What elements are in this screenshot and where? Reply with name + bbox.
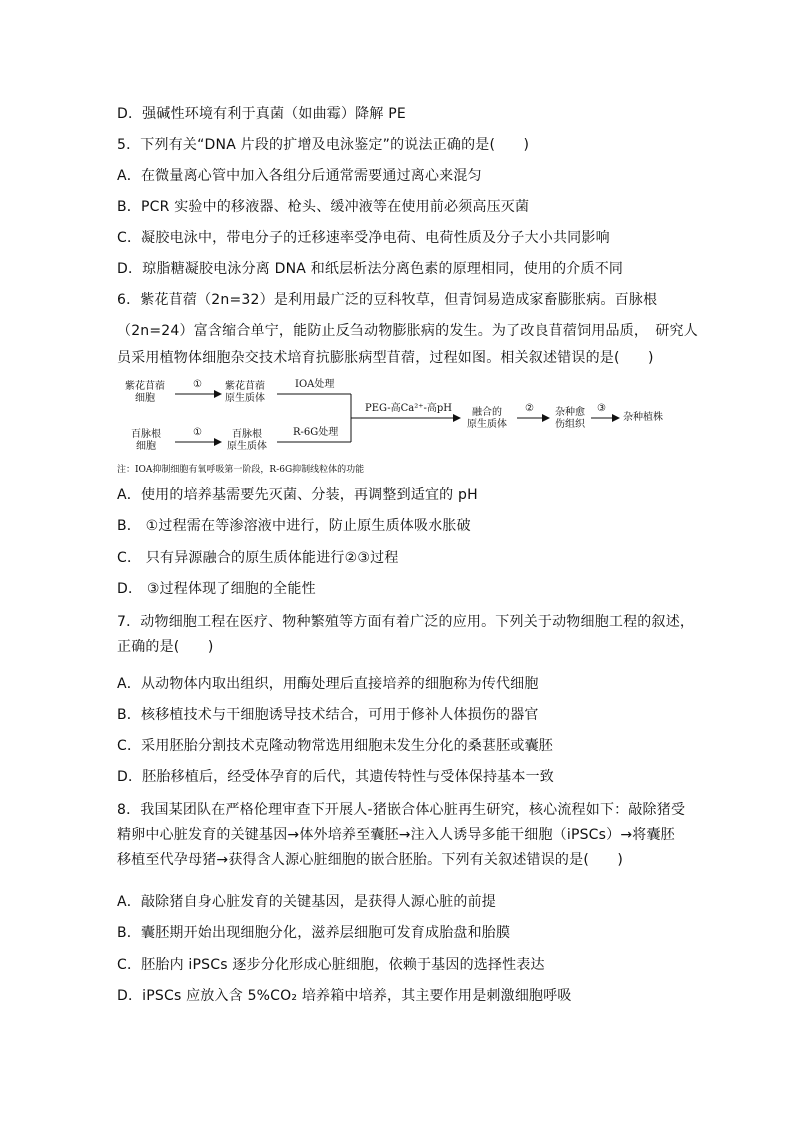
q8-stem-line2: 精卵中心脏发育的关键基因→体外培养至囊胚→注入人诱导多能干细胞（iPSCs）→将囊胚 [117,827,675,843]
q8-option-d: D．iPSCs 应放入含 5%CO₂ 培养箱中培养，其主要作用是刺激细胞呼吸 [117,988,572,1004]
q8-stem-line1: 8．我国某团队在严格伦理审查下开展人-猪嵌合体心脏再生研究，核心流程如下：敲除猪受 [117,802,686,818]
label-r6g-treatment: R-6G处理 [293,427,339,438]
q4-option-d: D．强碱性环境有利于真菌（如曲霉）降解 PE [117,106,406,122]
label-step1-bottom: ① [193,427,202,438]
label-hybrid-callus: 杂种愈 伤组织 [555,407,585,430]
label-step1-top: ① [193,379,202,390]
q6-option-c: C． 只有异源融合的原生质体能进行②③过程 [117,550,399,566]
q8-option-c: C．胚胎内 iPSCs 逐步分化形成心脏细胞，依赖于基因的选择性表达 [117,957,545,973]
diagram-note: 注：IOA抑制细胞有氧呼吸第一阶段，R-6G抑制线粒体的功能 [117,465,365,475]
q6-stem-line2: （2n=24）富含缩合单宁，能防止反刍动物膨胀病的发生。为了改良苜蓿饲用品质， 研究人 [117,323,698,339]
q7-option-d: D．胚胎移植后，经受体孕育的后代，其遗传特性与受体保持基本一致 [117,769,554,785]
protoplast-fusion-diagram [117,374,677,478]
q5-option-c: C．凝胶电泳中，带电分子的迁移速率受净电荷、电荷性质及分子大小共同影响 [117,230,610,246]
q6-option-a: A．使用的培养基需要先灭菌、分装，再调整到适宜的 pH [117,487,478,503]
q5-stem: 5．下列有关“DNA 片段的扩增及电泳鉴定”的说法正确的是( ) [117,137,530,153]
label-peg-condition: PEG-高Ca²⁺-高pH [365,403,452,414]
q6-option-b: B． ①过程需在等渗溶液中进行，防止原生质体吸水胀破 [117,518,471,534]
label-alfalfa-cell: 紫花苜蓿 细胞 [125,381,165,404]
q7-option-a: A．从动物体内取出组织，用酶处理后直接培养的细胞称为传代细胞 [117,676,539,692]
label-fused-protoplast: 融合的 原生质体 [467,407,507,430]
label-lotus-protoplast: 百脉根 原生质体 [227,429,267,452]
label-step2: ② [525,403,534,414]
label-step3: ③ [597,403,606,414]
label-lotus-cell: 百脉根 细胞 [131,429,161,452]
q5-option-a: A．在微量离心管中加入各组分后通常需要通过离心来混匀 [117,168,482,184]
q8-option-a: A．敲除猪自身心脏发育的关键基因，是获得人源心脏的前提 [117,894,496,910]
q5-option-d: D．琼脂糖凝胶电泳分离 DNA 和纸层析法分离色素的原理相同，使用的介质不同 [117,261,624,277]
q8-option-b: B．囊胚期开始出现细胞分化，滋养层细胞可发育成胎盘和胎膜 [117,925,511,941]
q7-stem-line2: 正确的是( ) [117,639,214,655]
q8-stem-line3: 移植至代孕母猪→获得含人源心脏细胞的嵌合胚胎。下列有关叙述错误的是( ) [117,852,624,868]
q5-option-b: B．PCR 实验中的移液器、枪头、缓冲液等在使用前必须高压灭菌 [117,199,530,215]
q6-stem-line3: 员采用植物体细胞杂交技术培育抗膨胀病型苜蓿，过程如图。相关叙述错误的是( ) [117,350,654,366]
label-alfalfa-protoplast: 紫花苜蓿 原生质体 [225,381,265,404]
q7-stem-line1: 7．动物细胞工程在医疗、物种繁殖等方面有着广泛的应用。下列关于动物细胞工程的叙述， [117,614,695,630]
q7-option-c: C．采用胚胎分割技术克隆动物常选用细胞未发生分化的桑葚胚或囊胚 [117,738,553,754]
label-hybrid-plant: 杂种植株 [623,412,663,423]
q7-option-b: B．核移植技术与干细胞诱导技术结合，可用于修补人体损伤的器官 [117,707,539,723]
q6-option-d: D． ③过程体现了细胞的全能性 [117,581,316,597]
q6-stem-line1: 6．紫花苜蓿（2n=32）是利用最广泛的豆科牧草，但青饲易造成家畜膨胀病。百脉根 [117,292,658,308]
label-ioa-treatment: IOA处理 [295,379,335,390]
